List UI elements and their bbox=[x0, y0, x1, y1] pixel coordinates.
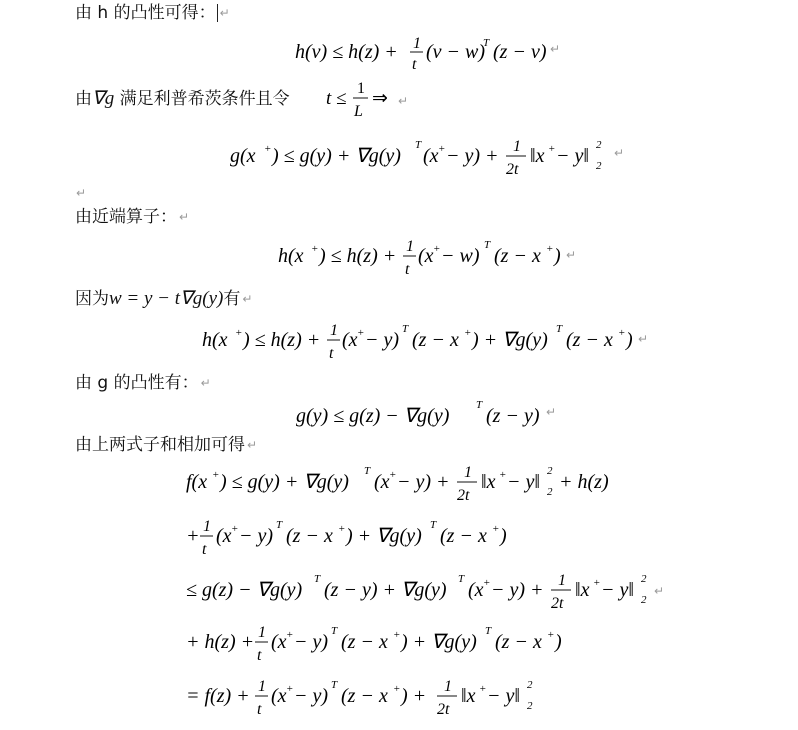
svg-text:(z − x: (z − x bbox=[440, 525, 487, 547]
svg-text:T: T bbox=[430, 519, 437, 531]
equation-4-svg bbox=[202, 320, 642, 366]
svg-text:(x: (x bbox=[374, 471, 390, 493]
equation-7 bbox=[186, 514, 526, 568]
svg-text:) ≤ h(z) +: ) ≤ h(z) + bbox=[243, 329, 321, 351]
paragraph-mark-icon: ↵ bbox=[546, 405, 557, 419]
svg-text:t: t bbox=[405, 261, 410, 278]
svg-text:T: T bbox=[484, 239, 491, 251]
svg-text:+: + bbox=[438, 143, 446, 155]
svg-text:− y) +: − y) + bbox=[446, 145, 499, 167]
svg-text:− y‖: − y‖ bbox=[507, 471, 540, 493]
svg-text:+ h(z): + h(z) bbox=[559, 471, 609, 493]
equation-2 bbox=[230, 136, 610, 186]
line-prefix: 因为 bbox=[75, 289, 109, 309]
svg-text:+: + bbox=[499, 469, 507, 481]
paragraph-mark-icon: ↵ bbox=[614, 146, 625, 160]
svg-text:T: T bbox=[483, 37, 490, 49]
svg-text:(x: (x bbox=[418, 245, 434, 267]
equation-10 bbox=[186, 674, 546, 730]
svg-text:+: + bbox=[546, 243, 554, 255]
equation-2-svg bbox=[230, 136, 610, 180]
svg-text:‖x: ‖x bbox=[481, 471, 496, 493]
svg-text:2: 2 bbox=[641, 573, 647, 585]
paragraph-mark-icon: ↵ bbox=[242, 292, 253, 306]
text-line-lipschitz bbox=[75, 88, 290, 110]
svg-text:): ) bbox=[626, 329, 633, 351]
svg-text:+: + bbox=[311, 243, 319, 255]
inline-math-w-definition: w = y − t∇g(y) bbox=[109, 288, 224, 309]
text-line-because-w bbox=[75, 288, 252, 310]
svg-text:+: + bbox=[186, 525, 200, 547]
svg-text:t: t bbox=[257, 647, 262, 664]
paragraph-mark-icon: ↵ bbox=[654, 584, 665, 598]
equation-3 bbox=[278, 238, 578, 288]
equation-5-svg bbox=[296, 400, 556, 430]
svg-text:(x: (x bbox=[423, 145, 439, 167]
svg-text:T: T bbox=[476, 400, 483, 411]
svg-text:≤ g(z) − ∇g(y): ≤ g(z) − ∇g(y) bbox=[186, 579, 303, 601]
svg-text:(x: (x bbox=[271, 631, 287, 653]
equation-4 bbox=[202, 320, 642, 372]
svg-text:2t: 2t bbox=[437, 701, 450, 718]
svg-text:+: + bbox=[618, 327, 626, 339]
paragraph-mark-icon: ↵ bbox=[200, 376, 211, 390]
svg-text:h(x: h(x bbox=[278, 245, 304, 267]
svg-text:(z − v): (z − v) bbox=[493, 41, 547, 63]
svg-text:− y‖: − y‖ bbox=[556, 145, 589, 167]
svg-text:− y): − y) bbox=[294, 631, 329, 653]
svg-text:f(x: f(x bbox=[186, 471, 208, 493]
svg-text:+ h(z) +: + h(z) + bbox=[186, 631, 255, 653]
inline-math-svg bbox=[326, 78, 396, 122]
paragraph-mark-icon: ↵ bbox=[179, 210, 190, 224]
svg-text:t: t bbox=[202, 541, 207, 558]
svg-text:h(v) ≤ h(z) +: h(v) ≤ h(z) + bbox=[295, 41, 398, 63]
svg-text:2t: 2t bbox=[551, 595, 564, 612]
svg-text:(z − x: (z − x bbox=[341, 685, 388, 707]
svg-text:(z − y) + ∇g(y): (z − y) + ∇g(y) bbox=[324, 579, 447, 601]
paragraph-mark-icon: ↵ bbox=[76, 186, 87, 200]
svg-text:(z − y): (z − y) bbox=[486, 405, 540, 427]
svg-text:1: 1 bbox=[357, 80, 365, 97]
inline-math-grad-g: ∇g bbox=[92, 88, 115, 109]
svg-text:+: + bbox=[357, 327, 365, 339]
svg-text:(z − x: (z − x bbox=[566, 329, 613, 351]
svg-text:= f(z) +: = f(z) + bbox=[186, 685, 250, 707]
paragraph-mark-icon: ↵ bbox=[638, 332, 649, 346]
svg-text:+: + bbox=[548, 143, 556, 155]
equation-5 bbox=[296, 400, 556, 436]
svg-text:T: T bbox=[485, 625, 492, 637]
svg-text:1: 1 bbox=[258, 624, 266, 641]
svg-text:+: + bbox=[235, 327, 243, 339]
paragraph-mark-icon: ↵ bbox=[219, 6, 230, 20]
svg-text:− y) +: − y) + bbox=[491, 579, 544, 601]
line-text: 由上两式子和相加可得 bbox=[75, 435, 245, 455]
svg-text:T: T bbox=[556, 323, 563, 335]
svg-text:) ≤ g(y) + ∇g(y): ) ≤ g(y) + ∇g(y) bbox=[220, 471, 349, 493]
equation-8 bbox=[186, 568, 656, 622]
svg-text:t: t bbox=[412, 56, 417, 73]
text-cursor bbox=[217, 4, 218, 22]
svg-text:h(x: h(x bbox=[202, 329, 228, 351]
equation-6 bbox=[186, 462, 636, 516]
equation-9 bbox=[186, 620, 576, 674]
svg-text:1: 1 bbox=[330, 322, 338, 339]
svg-text:T: T bbox=[364, 465, 371, 477]
svg-text:) + ∇g(y): ) + ∇g(y) bbox=[472, 329, 548, 351]
svg-text:) ≤ g(y) + ∇g(y): ) ≤ g(y) + ∇g(y) bbox=[272, 145, 401, 167]
svg-text:g(y) ≤ g(z) − ∇g(y): g(y) ≤ g(z) − ∇g(y) bbox=[296, 405, 450, 427]
svg-text:− y‖: − y‖ bbox=[487, 685, 520, 707]
svg-text:‖x: ‖x bbox=[461, 685, 476, 707]
svg-text:2: 2 bbox=[641, 594, 647, 606]
svg-text:1: 1 bbox=[413, 36, 421, 52]
svg-text:+: + bbox=[212, 469, 220, 481]
svg-text:2t: 2t bbox=[506, 161, 519, 178]
svg-text:t: t bbox=[257, 701, 262, 718]
svg-text:): ) bbox=[555, 631, 562, 653]
svg-text:T: T bbox=[458, 573, 465, 585]
svg-text:T: T bbox=[402, 323, 409, 335]
svg-text:) + ∇g(y): ) + ∇g(y) bbox=[401, 631, 477, 653]
line-text: 由 g 的凸性有： bbox=[75, 373, 199, 393]
svg-text:2: 2 bbox=[527, 679, 533, 691]
svg-text:): ) bbox=[500, 525, 507, 547]
svg-text:1: 1 bbox=[444, 678, 452, 695]
svg-text:− y): − y) bbox=[239, 525, 274, 547]
svg-text:1: 1 bbox=[203, 518, 211, 535]
equation-7-svg bbox=[186, 514, 526, 562]
svg-text:) +: ) + bbox=[401, 685, 427, 707]
svg-text:− y): − y) bbox=[365, 329, 400, 351]
line-prefix: 由 bbox=[75, 89, 92, 109]
equation-3-svg bbox=[278, 238, 578, 282]
svg-text:g(x: g(x bbox=[230, 145, 256, 167]
svg-text:1: 1 bbox=[558, 572, 566, 589]
svg-text:+: + bbox=[464, 327, 472, 339]
svg-text:T: T bbox=[331, 625, 338, 637]
svg-text:− w): − w) bbox=[441, 245, 480, 267]
svg-text:(z − x: (z − x bbox=[495, 631, 542, 653]
svg-text:T: T bbox=[314, 573, 321, 585]
svg-text:): ) bbox=[554, 245, 561, 267]
equation-10-svg bbox=[186, 674, 546, 724]
svg-text:2: 2 bbox=[596, 139, 602, 151]
text-line-convexity-g bbox=[75, 372, 211, 394]
svg-text:(v − w): (v − w) bbox=[426, 41, 486, 63]
svg-text:(x: (x bbox=[271, 685, 287, 707]
svg-text:+: + bbox=[231, 523, 239, 535]
text-line-sum bbox=[75, 434, 257, 456]
svg-text:t: t bbox=[329, 345, 334, 362]
svg-text:+: + bbox=[433, 243, 441, 255]
svg-text:+: + bbox=[393, 683, 401, 695]
equation-1 bbox=[295, 36, 575, 82]
equation-8-svg bbox=[186, 568, 656, 616]
svg-text:2t: 2t bbox=[457, 487, 470, 504]
text-line-convexity-h bbox=[75, 2, 230, 24]
paragraph-mark-icon: ↵ bbox=[550, 42, 561, 56]
svg-text:(z − x: (z − x bbox=[494, 245, 541, 267]
paragraph-mark-icon: ↵ bbox=[247, 438, 258, 452]
svg-text:L: L bbox=[354, 103, 363, 120]
inline-math-t-le-1-over-L bbox=[326, 78, 396, 126]
svg-text:‖x: ‖x bbox=[530, 145, 545, 167]
svg-text:(x: (x bbox=[342, 329, 358, 351]
svg-text:2: 2 bbox=[547, 486, 553, 498]
svg-text:1: 1 bbox=[464, 464, 472, 481]
svg-text:T: T bbox=[276, 519, 283, 531]
svg-text:(x: (x bbox=[216, 525, 232, 547]
svg-text:+: + bbox=[479, 683, 487, 695]
svg-text:‖x: ‖x bbox=[575, 579, 590, 601]
line-suffix: 有 bbox=[223, 289, 241, 309]
svg-text:1: 1 bbox=[513, 138, 521, 155]
svg-text:+: + bbox=[547, 629, 555, 641]
svg-text:(z − x: (z − x bbox=[341, 631, 388, 653]
paragraph-mark-icon: ↵ bbox=[566, 248, 577, 262]
svg-text:− y) +: − y) + bbox=[397, 471, 450, 493]
svg-text:2: 2 bbox=[547, 465, 553, 477]
svg-text:t ≤: t ≤ bbox=[326, 88, 347, 109]
svg-text:+: + bbox=[492, 523, 500, 535]
svg-text:+: + bbox=[593, 577, 601, 589]
svg-text:2: 2 bbox=[596, 160, 602, 172]
line-text: 由 h 的凸性可得： bbox=[75, 3, 216, 23]
svg-text:− y): − y) bbox=[294, 685, 329, 707]
line-middle: 满足利普希茨条件且令 bbox=[114, 89, 290, 109]
svg-text:) ≤ h(z) +: ) ≤ h(z) + bbox=[319, 245, 397, 267]
paragraph-mark-icon: ↵ bbox=[398, 94, 409, 108]
svg-text:⇒: ⇒ bbox=[372, 88, 388, 109]
svg-text:1: 1 bbox=[258, 678, 266, 695]
svg-text:+: + bbox=[264, 143, 272, 155]
equation-1-svg bbox=[295, 36, 575, 76]
svg-text:(z − x: (z − x bbox=[412, 329, 459, 351]
svg-text:) + ∇g(y): ) + ∇g(y) bbox=[346, 525, 422, 547]
svg-text:(x: (x bbox=[468, 579, 484, 601]
svg-text:T: T bbox=[331, 679, 338, 691]
svg-text:1: 1 bbox=[406, 238, 414, 255]
svg-text:+: + bbox=[389, 469, 397, 481]
svg-text:+: + bbox=[483, 577, 491, 589]
line-text: 由近端算子： bbox=[75, 207, 177, 227]
svg-text:T: T bbox=[415, 139, 422, 151]
svg-text:2: 2 bbox=[527, 700, 533, 712]
svg-text:+: + bbox=[338, 523, 346, 535]
svg-text:+: + bbox=[286, 683, 294, 695]
svg-text:(z − x: (z − x bbox=[286, 525, 333, 547]
equation-6-svg bbox=[186, 462, 636, 510]
text-line-proximal-operator bbox=[75, 206, 189, 228]
equation-9-svg bbox=[186, 620, 576, 668]
svg-text:+: + bbox=[286, 629, 294, 641]
svg-text:− y‖: − y‖ bbox=[601, 579, 634, 601]
svg-text:+: + bbox=[393, 629, 401, 641]
